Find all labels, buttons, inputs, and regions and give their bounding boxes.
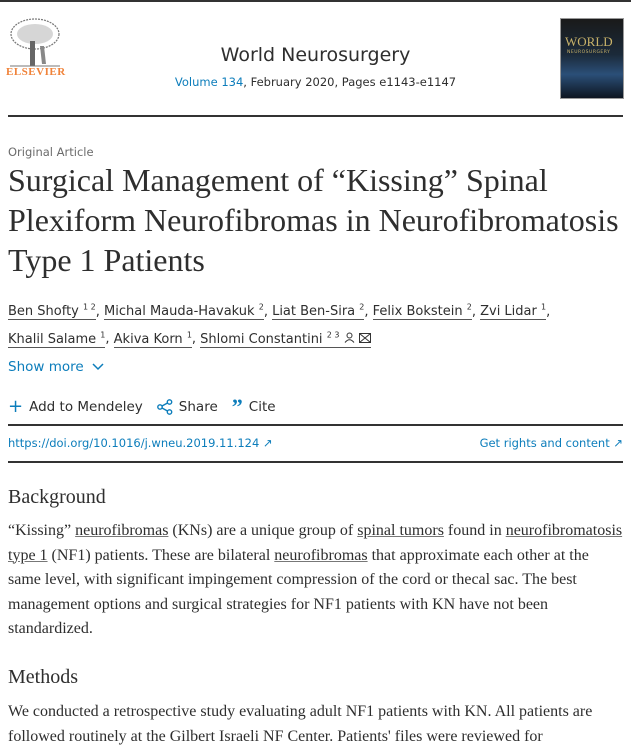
author-link[interactable] <box>104 304 264 320</box>
share-label: Share <box>178 398 218 415</box>
author-name: Shlomi Constantini <box>200 331 323 347</box>
author-name: Ben Shofty <box>8 304 79 320</box>
doi-link[interactable] <box>8 436 273 450</box>
affiliation-sup: 2 <box>359 303 365 312</box>
author-name: Felix Bokstein <box>372 304 463 320</box>
cover-title: WORLD <box>565 34 613 49</box>
divider <box>8 461 623 463</box>
author-name: Akiva Korn <box>113 331 183 347</box>
mendeley-label: Add to Mendeley <box>29 398 143 415</box>
article-title: Surgical Management of “Kissing” Spinal Plexiform Neurofibromas in Neurofibromatosis Type 1 Patients <box>8 162 619 278</box>
text: (KNs) are a unique group of <box>168 522 358 539</box>
topic-link[interactable]: neurofibromas <box>75 522 169 539</box>
text: “Kissing” <box>8 522 76 539</box>
show-more-button[interactable] <box>8 359 104 375</box>
affiliation-sup: 2 3 <box>326 330 340 340</box>
top-border <box>0 0 631 2</box>
affiliation-sup: 2 <box>466 303 472 312</box>
divider <box>8 115 623 117</box>
background-heading: Background <box>8 486 106 508</box>
plus-icon: + <box>8 396 24 417</box>
author-name: Liat Ben-Sira <box>272 304 356 320</box>
person-icon <box>344 332 355 343</box>
author-name: Khalil Salame <box>8 331 97 347</box>
author-name: Michal Mauda-Havakuk <box>104 304 255 320</box>
text: found in <box>443 522 506 539</box>
divider <box>8 424 623 426</box>
envelope-icon <box>359 333 371 343</box>
author-list: Ben Shofty $^{1 2}$, Michal Mauda-Havakuk $^2$, Liat Ben-Sira $^2$, Felix Bokstein $^2$, Zvi Lidar $^1$, Khalil Salame $^1$, Akiva Korn $^1$, Shlomi Constantini $^{2 3}$ <box>8 303 551 347</box>
topic-link[interactable]: spinal tumors <box>357 522 444 539</box>
volume-link[interactable]: Volume 134 <box>174 75 244 89</box>
chevron-down-icon <box>92 363 104 371</box>
share-button[interactable] <box>157 399 218 415</box>
author-link-corresponding[interactable] <box>200 332 371 348</box>
cite-label: Cite <box>248 398 276 415</box>
share-icon <box>157 399 173 415</box>
journal-title[interactable]: World Neurosurgery <box>220 44 411 66</box>
external-link-icon: ↗ <box>262 436 273 450</box>
affiliation-sup: 2 <box>258 303 264 312</box>
topic-link[interactable]: neurofibromatosis type 1 <box>8 522 623 564</box>
methods-paragraph: We conducted a retrospective study evaluating adult NF1 patients with KN. All patients are followed routinely at the Gilbert Israeli NF Center. Patients' files were reviewed for <box>8 703 593 745</box>
author-link[interactable] <box>8 332 105 348</box>
issue-info <box>0 75 631 89</box>
show-more-label: Show more <box>8 359 84 375</box>
author-link[interactable] <box>272 304 364 320</box>
journal-cover-image[interactable] <box>560 18 624 99</box>
publisher-name: ELSEVIER <box>6 66 66 78</box>
quote-icon: ” <box>231 393 243 419</box>
affiliation-sup: 1 <box>186 330 192 340</box>
rights-text: Get rights and content <box>479 436 610 450</box>
author-link[interactable] <box>114 332 192 348</box>
affiliation-sup: 1 <box>541 303 547 312</box>
cite-button[interactable] <box>231 393 276 419</box>
methods-heading: Methods <box>8 666 78 688</box>
topic-link[interactable]: neurofibromas <box>274 546 368 564</box>
add-to-mendeley-button[interactable] <box>8 396 143 417</box>
affiliation-sup: 1 2 <box>83 303 96 312</box>
text: that approximate each other at the same level, with significant impingement compression of the cord or thecal sac. The best management options and surgical strategies for NF1 patients with KN have not been standardized. <box>8 546 589 638</box>
author-link[interactable] <box>8 304 96 320</box>
background-paragraph <box>8 519 623 642</box>
external-link-icon: ↗ <box>613 436 623 450</box>
author-link[interactable] <box>373 304 472 320</box>
get-rights-link[interactable] <box>480 436 623 450</box>
affiliation-sup: 1 <box>100 330 106 340</box>
cover-subtitle: NEUROSURGERY <box>567 50 611 55</box>
author-link[interactable] <box>480 304 546 320</box>
author-name: Zvi Lidar <box>480 304 537 320</box>
article-actions <box>8 393 276 419</box>
text: (NF1) patients. These are bilateral <box>47 546 275 564</box>
article-type: Original Article <box>8 145 94 159</box>
issue-date-pages: , February 2020, Pages e1143-e1147 <box>243 75 457 89</box>
doi-text: https://doi.org/10.1016/j.wneu.2019.11.124 <box>8 436 260 450</box>
